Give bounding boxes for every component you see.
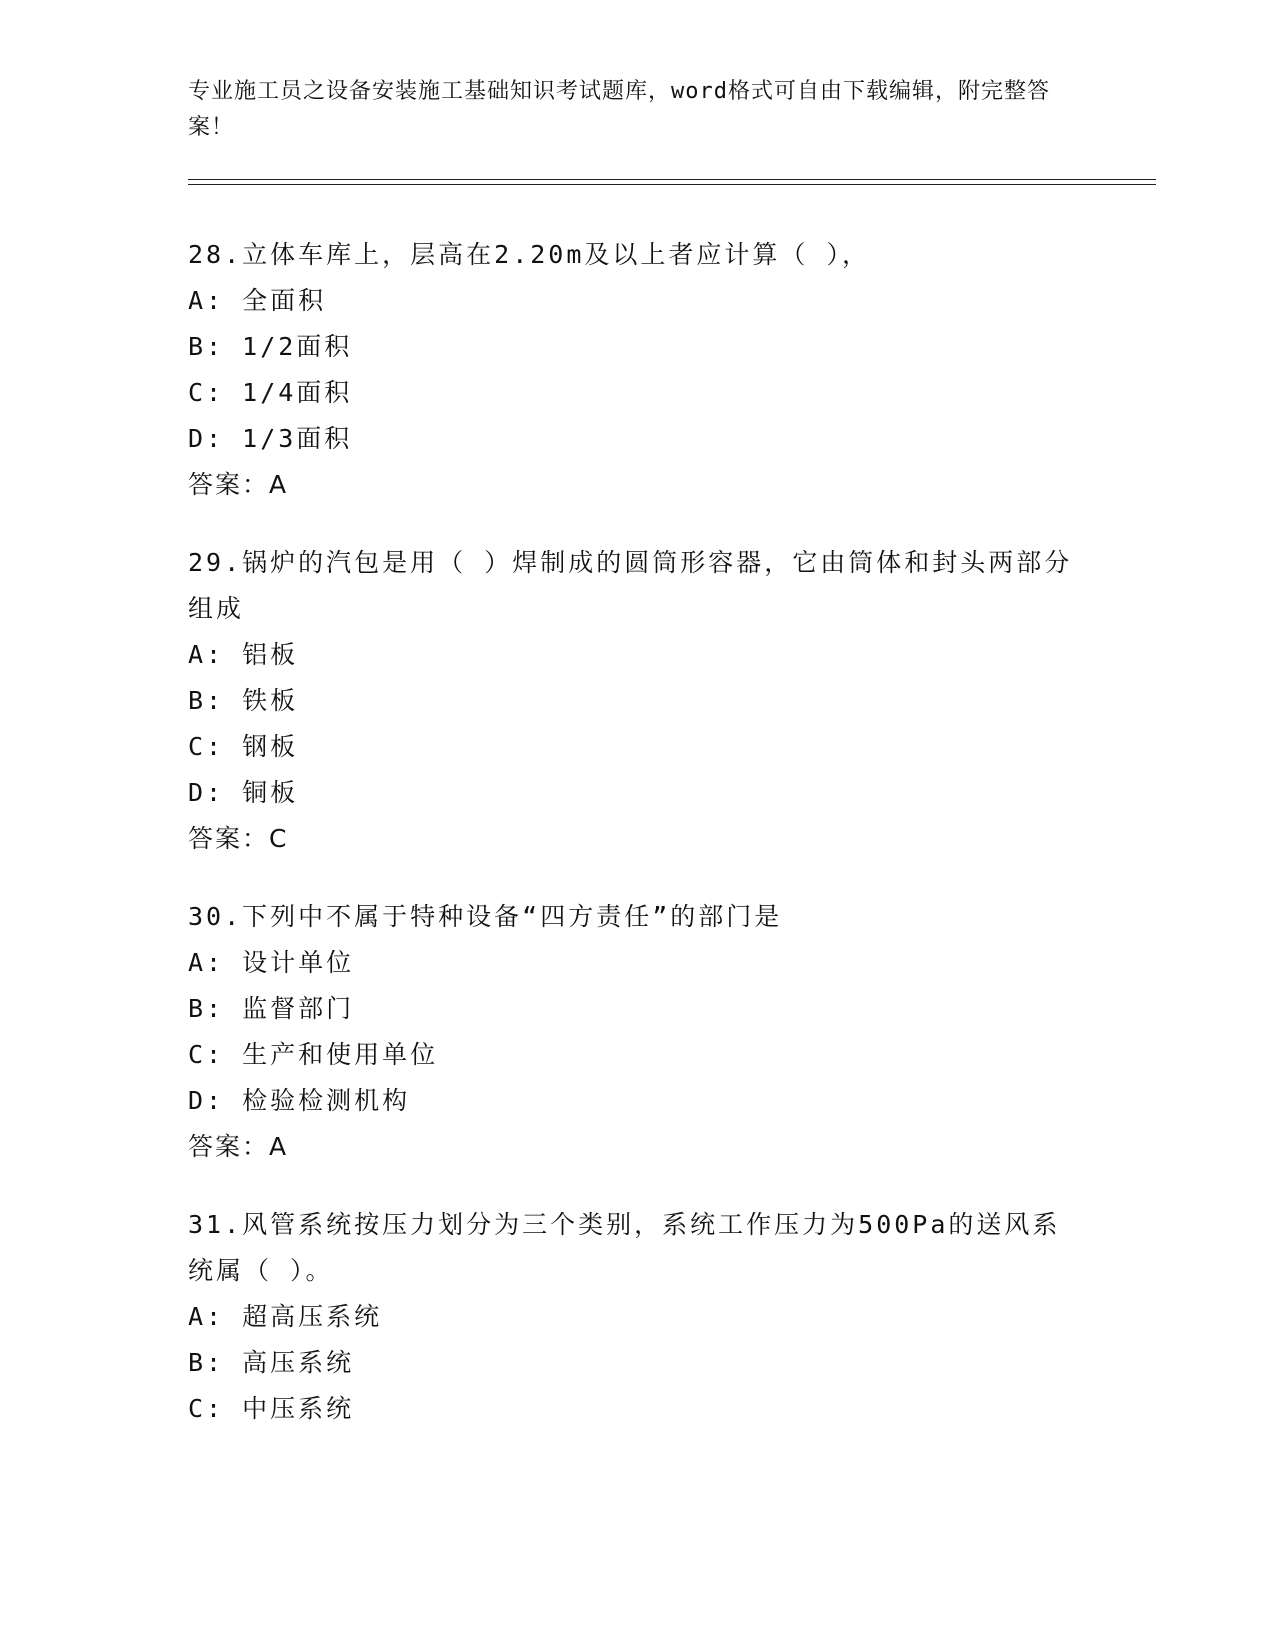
question-28 bbox=[188, 232, 1088, 508]
option-d: D: 1/3面积 bbox=[188, 424, 353, 453]
answer-line: 答案：A bbox=[188, 1132, 289, 1161]
option-c: C: 生产和使用单位 bbox=[188, 1040, 439, 1069]
option-b: B: 高压系统 bbox=[188, 1348, 355, 1377]
question-list bbox=[188, 232, 1088, 1464]
answer-line: 答案：A bbox=[188, 470, 289, 499]
option-b: B: 铁板 bbox=[188, 686, 299, 715]
option-a: A: 全面积 bbox=[188, 286, 327, 315]
question-29 bbox=[188, 540, 1088, 862]
option-c: C: 钢板 bbox=[188, 732, 299, 761]
option-b: B: 监督部门 bbox=[188, 994, 355, 1023]
question-stem: 31.风管系统按压力划分为三个类别，系统工作压力为500Pa的送风系统属（ ）。 bbox=[188, 1210, 1061, 1285]
question-30 bbox=[188, 894, 1088, 1170]
question-stem: 30.下列中不属于特种设备“四方责任”的部门是 bbox=[188, 902, 783, 931]
header-rule-bottom bbox=[188, 184, 1156, 185]
document-header: 专业施工员之设备安装施工基础知识考试题库，word格式可自由下载编辑，附完整答案！ bbox=[188, 79, 1050, 140]
question-stem: 29.锅炉的汽包是用（ ）焊制成的圆筒形容器，它由筒体和封头两部分组成 bbox=[188, 548, 1073, 623]
option-a: A: 铝板 bbox=[188, 640, 299, 669]
answer-line: 答案：C bbox=[188, 824, 289, 853]
option-c: C: 中压系统 bbox=[188, 1394, 355, 1423]
option-d: D: 检验检测机构 bbox=[188, 1086, 411, 1115]
option-d: D: 铜板 bbox=[188, 778, 299, 807]
question-stem: 28.立体车库上，层高在2.20m及以上者应计算（ ）， bbox=[188, 240, 870, 269]
option-a: A: 超高压系统 bbox=[188, 1302, 383, 1331]
question-31 bbox=[188, 1202, 1088, 1432]
option-b: B: 1/2面积 bbox=[188, 332, 353, 361]
header-rule-top bbox=[188, 179, 1156, 180]
option-c: C: 1/4面积 bbox=[188, 378, 353, 407]
option-a: A: 设计单位 bbox=[188, 948, 355, 977]
